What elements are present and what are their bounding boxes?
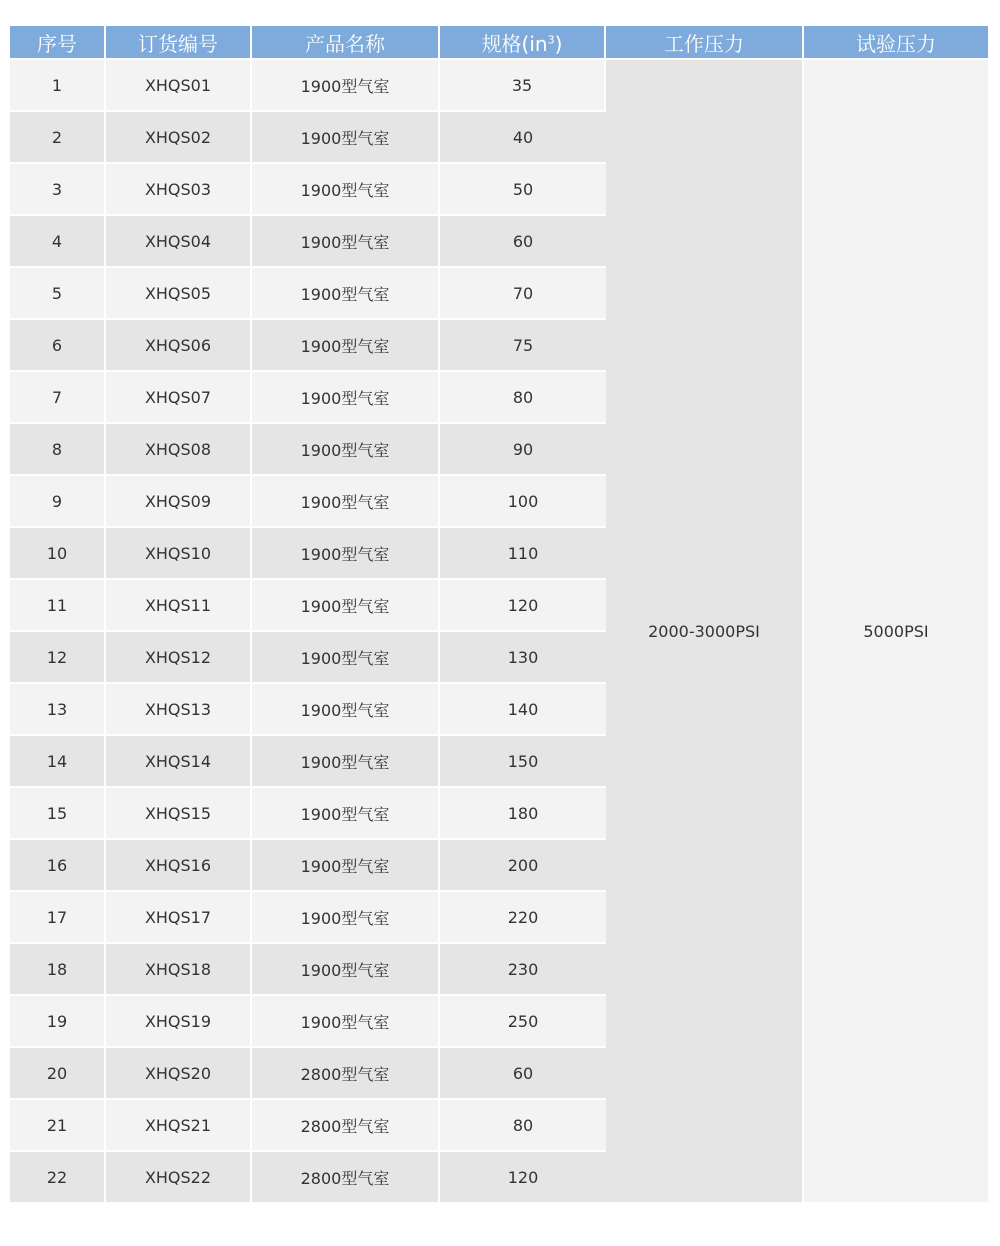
cell-spec: 220 — [440, 892, 606, 944]
cell-product-name: 2800型气室 — [252, 1048, 440, 1100]
cell-product-name: 1900型气室 — [252, 268, 440, 320]
header-order-no: 订货编号 — [106, 26, 252, 60]
cell-spec: 110 — [440, 528, 606, 580]
table-body — [10, 60, 988, 1204]
cell-order-no: XHQS12 — [106, 632, 252, 684]
cell-product-name: 1900型气室 — [252, 476, 440, 528]
header-product-name: 产品名称 — [252, 26, 440, 60]
cell-order-no: XHQS07 — [106, 372, 252, 424]
cell-order-no: XHQS05 — [106, 268, 252, 320]
cell-order-no: XHQS10 — [106, 528, 252, 580]
cell-spec: 120 — [440, 1152, 606, 1204]
cell-spec: 230 — [440, 944, 606, 996]
cell-seq: 20 — [10, 1048, 106, 1100]
cell-spec: 130 — [440, 632, 606, 684]
cell-product-name: 1900型气室 — [252, 996, 440, 1048]
cell-test-pressure: 5000PSI — [804, 60, 988, 1204]
cell-seq: 7 — [10, 372, 106, 424]
cell-seq: 19 — [10, 996, 106, 1048]
cell-product-name: 1900型气室 — [252, 216, 440, 268]
header-spec — [440, 26, 606, 60]
cell-product-name: 1900型气室 — [252, 892, 440, 944]
cell-order-no: XHQS21 — [106, 1100, 252, 1152]
header-seq: 序号 — [10, 26, 106, 60]
cell-order-no: XHQS17 — [106, 892, 252, 944]
cell-seq: 1 — [10, 60, 106, 112]
cell-spec: 60 — [440, 1048, 606, 1100]
cell-seq: 9 — [10, 476, 106, 528]
cell-seq: 8 — [10, 424, 106, 476]
cell-spec: 80 — [440, 372, 606, 424]
cell-order-no: XHQS08 — [106, 424, 252, 476]
header-working-pressure: 工作压力 — [606, 26, 804, 60]
table-header — [10, 26, 988, 60]
cell-spec: 80 — [440, 1100, 606, 1152]
cell-order-no: XHQS09 — [106, 476, 252, 528]
cell-product-name: 1900型气室 — [252, 580, 440, 632]
cell-product-name: 1900型气室 — [252, 372, 440, 424]
cell-order-no: XHQS16 — [106, 840, 252, 892]
cell-order-no: XHQS11 — [106, 580, 252, 632]
cell-working-pressure: 2000-3000PSI — [606, 60, 804, 1204]
cell-seq: 11 — [10, 580, 106, 632]
cell-order-no: XHQS18 — [106, 944, 252, 996]
cell-seq: 16 — [10, 840, 106, 892]
cell-product-name: 1900型气室 — [252, 840, 440, 892]
cell-product-name: 1900型气室 — [252, 788, 440, 840]
cell-order-no: XHQS19 — [106, 996, 252, 1048]
cell-seq: 3 — [10, 164, 106, 216]
cell-spec: 70 — [440, 268, 606, 320]
cell-product-name: 1900型气室 — [252, 632, 440, 684]
cell-product-name: 1900型气室 — [252, 944, 440, 996]
cell-seq: 15 — [10, 788, 106, 840]
cell-product-name: 2800型气室 — [252, 1100, 440, 1152]
cell-order-no: XHQS03 — [106, 164, 252, 216]
cell-order-no: XHQS14 — [106, 736, 252, 788]
cell-seq: 22 — [10, 1152, 106, 1204]
cell-product-name: 1900型气室 — [252, 684, 440, 736]
cell-product-name: 1900型气室 — [252, 164, 440, 216]
product-spec-table — [10, 26, 988, 1204]
cell-seq: 12 — [10, 632, 106, 684]
cell-spec: 35 — [440, 60, 606, 112]
header-spec-label: 规格(in — [481, 31, 548, 56]
cell-seq: 14 — [10, 736, 106, 788]
cell-seq: 18 — [10, 944, 106, 996]
cell-seq: 13 — [10, 684, 106, 736]
cell-seq: 4 — [10, 216, 106, 268]
cell-spec: 90 — [440, 424, 606, 476]
cell-spec: 40 — [440, 112, 606, 164]
cell-order-no: XHQS02 — [106, 112, 252, 164]
cell-seq: 17 — [10, 892, 106, 944]
cell-product-name: 2800型气室 — [252, 1152, 440, 1204]
cell-spec: 150 — [440, 736, 606, 788]
header-row — [10, 26, 988, 60]
table-row — [10, 60, 988, 112]
header-spec-close: ) — [554, 31, 563, 56]
cell-spec: 50 — [440, 164, 606, 216]
cell-order-no: XHQS01 — [106, 60, 252, 112]
cell-spec: 250 — [440, 996, 606, 1048]
cell-product-name: 1900型气室 — [252, 424, 440, 476]
cell-order-no: XHQS13 — [106, 684, 252, 736]
cell-spec: 180 — [440, 788, 606, 840]
cell-order-no: XHQS04 — [106, 216, 252, 268]
cell-seq: 10 — [10, 528, 106, 580]
cell-order-no: XHQS15 — [106, 788, 252, 840]
cell-spec: 100 — [440, 476, 606, 528]
cell-order-no: XHQS22 — [106, 1152, 252, 1204]
cell-product-name: 1900型气室 — [252, 60, 440, 112]
cell-order-no: XHQS06 — [106, 320, 252, 372]
cell-product-name: 1900型气室 — [252, 320, 440, 372]
cell-seq: 21 — [10, 1100, 106, 1152]
cell-product-name: 1900型气室 — [252, 736, 440, 788]
cell-spec: 60 — [440, 216, 606, 268]
cell-spec: 75 — [440, 320, 606, 372]
cell-order-no: XHQS20 — [106, 1048, 252, 1100]
cell-seq: 2 — [10, 112, 106, 164]
header-spec-superscript: 3 — [547, 32, 555, 46]
cell-seq: 6 — [10, 320, 106, 372]
cell-spec: 200 — [440, 840, 606, 892]
header-test-pressure: 试验压力 — [804, 26, 988, 60]
cell-spec: 140 — [440, 684, 606, 736]
cell-product-name: 1900型气室 — [252, 112, 440, 164]
cell-spec: 120 — [440, 580, 606, 632]
cell-seq: 5 — [10, 268, 106, 320]
cell-product-name: 1900型气室 — [252, 528, 440, 580]
